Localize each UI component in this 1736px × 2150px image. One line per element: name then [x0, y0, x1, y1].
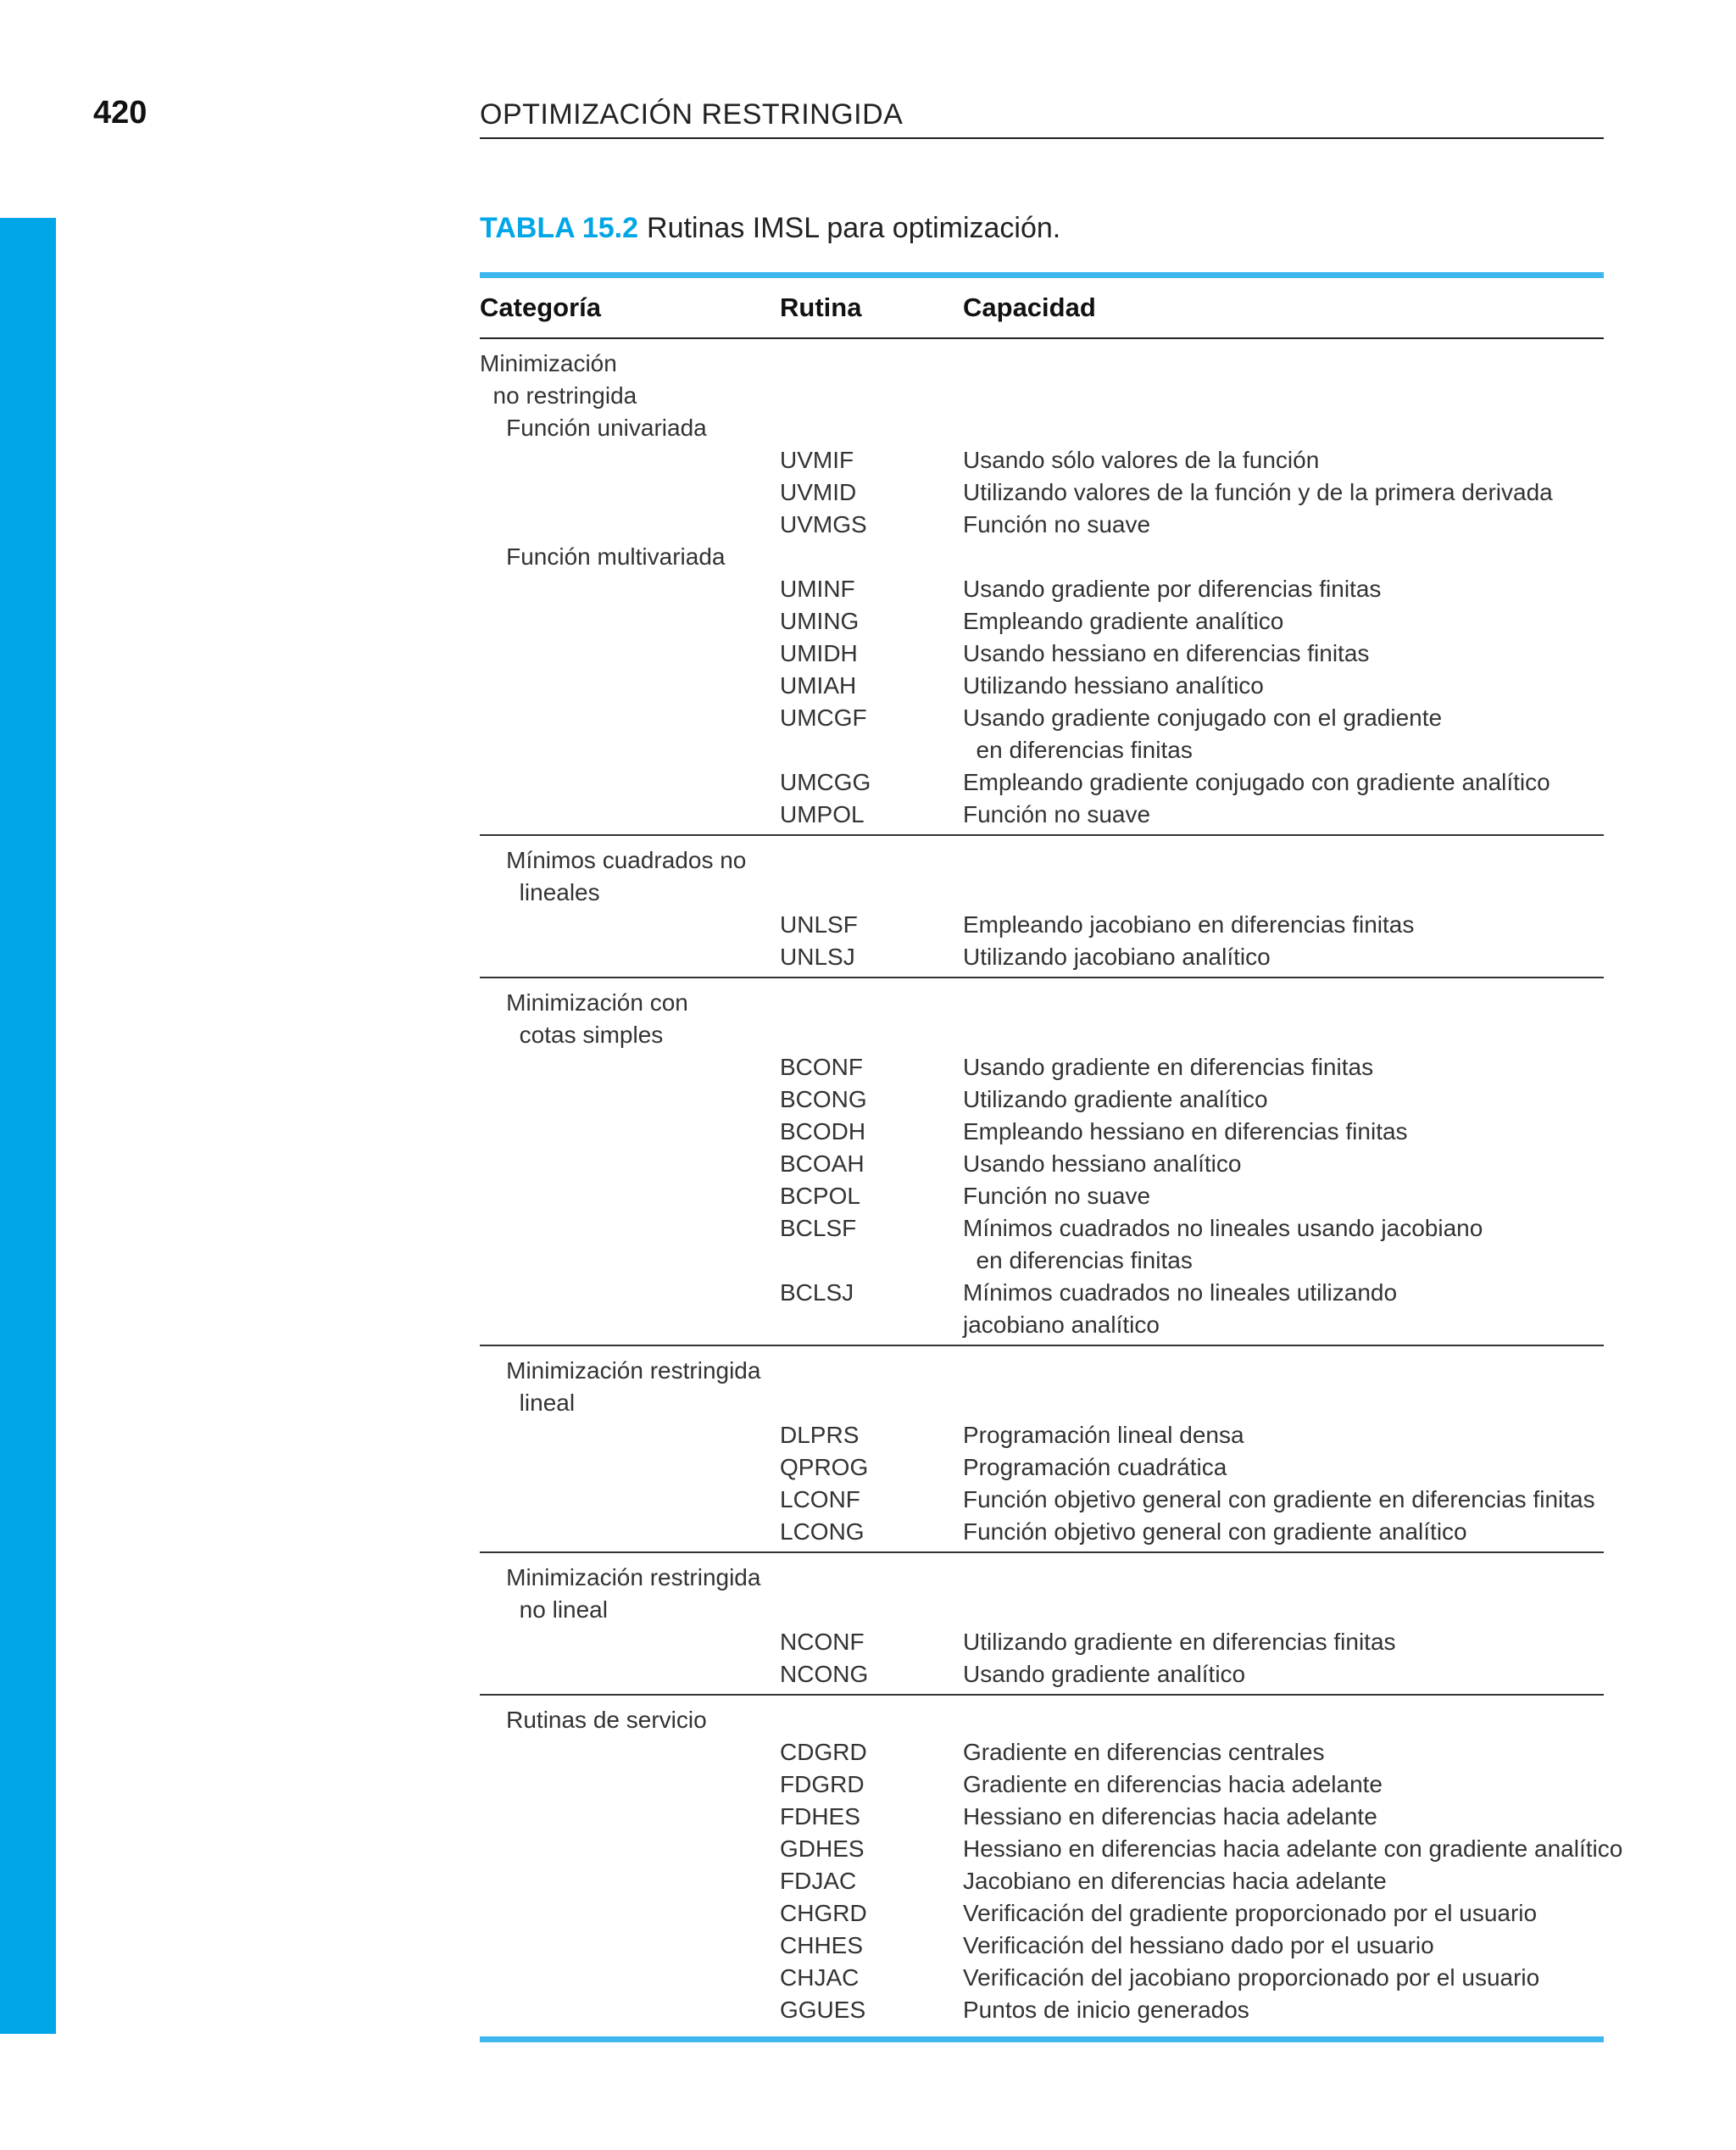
routine-cell: GDHES — [780, 1835, 865, 1862]
table-row — [480, 1148, 1604, 1180]
table-row — [480, 909, 1604, 941]
table-row — [480, 1704, 1604, 1736]
table-row — [480, 1180, 1604, 1212]
table-header-row — [480, 278, 1604, 339]
routine-cell — [780, 1704, 963, 1736]
routine-cell: UVMGS — [780, 511, 867, 538]
routine-cell: UMIAH — [780, 672, 857, 699]
table-row — [480, 1451, 1604, 1484]
table-row — [480, 1897, 1604, 1930]
capability-cell — [963, 1355, 1604, 1387]
category-cell — [480, 476, 780, 509]
routine-cell: UMIDH — [780, 640, 858, 666]
capability-cell — [963, 1594, 1604, 1626]
table-group — [480, 1346, 1604, 1553]
routine-cell: DLPRS — [780, 1422, 860, 1448]
routine-cell: BCLSF — [780, 1215, 857, 1241]
category-cell: Minimización — [480, 350, 617, 376]
capability-cell — [963, 844, 1604, 877]
chapter-title: OPTIMIZACIÓN RESTRINGIDA — [480, 98, 904, 131]
routine-cell — [780, 877, 963, 909]
routine-cell: UMPOL — [780, 801, 865, 827]
table-caption — [480, 212, 1060, 245]
category-cell — [480, 1626, 780, 1658]
category-cell — [480, 509, 780, 541]
table-row — [480, 1516, 1604, 1548]
category-cell — [480, 1865, 780, 1897]
category-cell — [480, 1994, 780, 2026]
capability-cell: Programación cuadrática — [963, 1454, 1227, 1480]
routine-cell: BCODH — [780, 1118, 866, 1145]
table-row — [480, 844, 1604, 877]
capability-cell: Empleando jacobiano en diferencias finitas — [963, 911, 1415, 938]
capability-cell: Gradiente en diferencias centrales — [963, 1739, 1325, 1765]
table-row — [480, 1051, 1604, 1083]
category-cell: lineales — [480, 879, 600, 905]
capability-cell: Utilizando valores de la función y de la primera derivada — [963, 479, 1553, 505]
routine-cell — [780, 1387, 963, 1419]
routine-cell: UMCGF — [780, 705, 867, 731]
capability-cell: en diferencias finitas — [963, 1247, 1193, 1273]
capability-cell — [963, 541, 1604, 573]
capability-cell — [963, 1704, 1604, 1736]
capability-cell: Usando gradiente analítico — [963, 1661, 1246, 1687]
capability-cell — [963, 348, 1604, 380]
category-cell — [480, 909, 780, 941]
routine-cell — [780, 348, 963, 380]
capability-cell: Puntos de inicio generados — [963, 1997, 1249, 2023]
routine-cell: CDGRD — [780, 1739, 867, 1765]
capability-cell: Hessiano en diferencias hacia adelante — [963, 1803, 1377, 1830]
routine-cell: LCONF — [780, 1486, 860, 1512]
capability-cell: en diferencias finitas — [963, 737, 1193, 763]
category-cell: no lineal — [480, 1596, 608, 1623]
category-cell: Minimización con — [480, 989, 688, 1016]
side-color-bar — [0, 218, 56, 2034]
capability-cell: Empleando gradiente analítico — [963, 608, 1284, 634]
category-cell — [480, 1930, 780, 1962]
category-cell — [480, 1736, 780, 1768]
capability-cell — [963, 380, 1604, 412]
routine-cell: UMING — [780, 608, 860, 634]
column-header-routine: Rutina — [780, 292, 862, 322]
category-cell — [480, 605, 780, 638]
capability-cell: Verificación del hessiano dado por el usuario — [963, 1932, 1434, 1958]
table-row — [480, 877, 1604, 909]
table-row — [480, 1083, 1604, 1116]
capability-cell: Hessiano en diferencias hacia adelante con gradiente analítico — [963, 1835, 1623, 1862]
routine-cell — [780, 1245, 963, 1277]
table-row — [480, 1994, 1604, 2026]
capability-cell: Utilizando hessiano analítico — [963, 672, 1264, 699]
category-cell: Mínimos cuadrados no — [480, 847, 747, 873]
capability-cell — [963, 1562, 1604, 1594]
table-row — [480, 1658, 1604, 1690]
table-row — [480, 444, 1604, 476]
routine-cell: NCONF — [780, 1629, 865, 1655]
routine-cell: CHGRD — [780, 1900, 867, 1926]
routine-cell: CHHES — [780, 1932, 864, 1958]
routine-cell: QPROG — [780, 1454, 869, 1480]
category-cell: Minimización restringida — [480, 1564, 761, 1590]
routine-cell: UVMID — [780, 479, 857, 505]
routine-cell — [780, 1309, 963, 1341]
table-row — [480, 987, 1604, 1019]
routine-cell: UNLSF — [780, 911, 858, 938]
table-row — [480, 638, 1604, 670]
table-row — [480, 1019, 1604, 1051]
capability-cell: Mínimos cuadrados no lineales usando jacobiano — [963, 1215, 1483, 1241]
category-cell: no restringida — [480, 382, 637, 409]
routine-cell: BCLSJ — [780, 1279, 854, 1306]
capability-cell: Usando gradiente en diferencias finitas — [963, 1054, 1374, 1080]
table-row — [480, 1833, 1623, 1865]
category-cell — [480, 573, 780, 605]
routine-cell — [780, 1562, 963, 1594]
capability-cell — [963, 412, 1604, 444]
category-cell: Rutinas de servicio — [480, 1707, 707, 1733]
capability-cell: Función no suave — [963, 1183, 1151, 1209]
routine-cell: BCONF — [780, 1054, 863, 1080]
table-row — [480, 1387, 1604, 1419]
capability-cell: Función no suave — [963, 511, 1151, 538]
table-row — [480, 1736, 1604, 1768]
capability-cell: Utilizando gradiente en diferencias finitas — [963, 1629, 1396, 1655]
routine-cell — [780, 734, 963, 766]
routine-cell: UMINF — [780, 576, 855, 602]
capability-cell: jacobiano analítico — [963, 1312, 1160, 1338]
table-row — [480, 348, 1604, 380]
routine-cell: LCONG — [780, 1518, 865, 1545]
routines-table — [480, 272, 1623, 2042]
routine-cell — [780, 1594, 963, 1626]
category-cell — [480, 1451, 780, 1484]
category-cell — [480, 799, 780, 831]
routine-cell: FDJAC — [780, 1868, 857, 1894]
category-cell — [480, 1962, 780, 1994]
capability-cell: Programación lineal densa — [963, 1422, 1244, 1448]
routine-cell: BCOAH — [780, 1150, 865, 1177]
routine-cell — [780, 1019, 963, 1051]
table-group — [480, 836, 1604, 978]
category-cell — [480, 1658, 780, 1690]
header-rule — [480, 137, 1604, 139]
capability-cell — [963, 1019, 1604, 1051]
routine-cell — [780, 844, 963, 877]
table-row — [480, 1309, 1604, 1341]
capability-cell: Función objetivo general con gradiente analítico — [963, 1518, 1467, 1545]
category-cell — [480, 1484, 780, 1516]
category-cell — [480, 1148, 780, 1180]
routine-cell — [780, 541, 963, 573]
capability-cell: Gradiente en diferencias hacia adelante — [963, 1771, 1383, 1797]
table-row — [480, 670, 1604, 702]
category-cell — [480, 1212, 780, 1245]
routine-cell: CHJAC — [780, 1964, 860, 1991]
routine-cell: UNLSJ — [780, 944, 855, 970]
table-group — [480, 978, 1604, 1346]
capability-cell: Utilizando gradiente analítico — [963, 1086, 1268, 1112]
capability-cell: Mínimos cuadrados no lineales utilizando — [963, 1279, 1398, 1306]
table-group — [480, 1696, 1623, 2036]
category-cell: Función univariada — [480, 415, 707, 441]
table-row — [480, 766, 1604, 799]
column-header-capability: Capacidad — [963, 292, 1096, 322]
routine-cell — [780, 412, 963, 444]
category-cell: lineal — [480, 1390, 576, 1416]
routine-cell: BCPOL — [780, 1183, 860, 1209]
category-cell — [480, 1897, 780, 1930]
capability-cell — [963, 1387, 1604, 1419]
table-row — [480, 1962, 1604, 1994]
capability-cell: Verificación del jacobiano proporcionado por el usuario — [963, 1964, 1540, 1991]
capability-cell: Usando sólo valores de la función — [963, 447, 1320, 473]
capability-cell: Función no suave — [963, 801, 1151, 827]
category-cell — [480, 638, 780, 670]
capability-cell: Función objetivo general con gradiente en diferencias finitas — [963, 1486, 1595, 1512]
routine-cell: FDHES — [780, 1803, 860, 1830]
table-row — [480, 1594, 1604, 1626]
table-row — [480, 509, 1604, 541]
table-caption-text: Rutinas IMSL para optimización. — [647, 212, 1061, 244]
category-cell — [480, 1833, 780, 1865]
table-row — [480, 1930, 1604, 1962]
category-cell — [480, 1801, 780, 1833]
category-cell: Minimización restringida — [480, 1357, 761, 1384]
capability-cell: Usando hessiano en diferencias finitas — [963, 640, 1370, 666]
capability-cell: Usando gradiente por diferencias finitas — [963, 576, 1382, 602]
category-cell — [480, 1309, 780, 1341]
category-cell — [480, 766, 780, 799]
table-row — [480, 1116, 1604, 1148]
capability-cell: Utilizando jacobiano analítico — [963, 944, 1271, 970]
category-cell — [480, 444, 780, 476]
capability-cell: Usando hessiano analítico — [963, 1150, 1242, 1177]
table-group — [480, 339, 1604, 836]
routine-cell — [780, 1355, 963, 1387]
table-caption-label: TABLA 15.2 — [480, 212, 639, 244]
capability-cell: Empleando hessiano en diferencias finitas — [963, 1118, 1408, 1145]
routine-cell: BCONG — [780, 1086, 867, 1112]
table-row — [480, 1865, 1604, 1897]
table-row — [480, 1562, 1604, 1594]
category-cell — [480, 670, 780, 702]
table-row — [480, 1245, 1604, 1277]
table-row — [480, 1212, 1604, 1245]
routine-cell — [780, 380, 963, 412]
table-row — [480, 1419, 1604, 1451]
table-row — [480, 702, 1604, 734]
category-cell — [480, 1516, 780, 1548]
table-row — [480, 573, 1604, 605]
capability-cell: Empleando gradiente conjugado con gradiente analítico — [963, 769, 1550, 795]
column-header-category: Categoría — [480, 292, 601, 322]
capability-cell — [963, 987, 1604, 1019]
routine-cell: GGUES — [780, 1997, 866, 2023]
table-group — [480, 1553, 1604, 1696]
category-cell — [480, 734, 780, 766]
table-row — [480, 734, 1604, 766]
table-row — [480, 1355, 1604, 1387]
routine-cell: FDGRD — [780, 1771, 865, 1797]
table-row — [480, 476, 1604, 509]
table-row — [480, 941, 1604, 973]
category-cell — [480, 1116, 780, 1148]
table-row — [480, 1768, 1604, 1801]
table-body — [480, 339, 1623, 2036]
table-row — [480, 1484, 1604, 1516]
capability-cell: Jacobiano en diferencias hacia adelante — [963, 1868, 1387, 1894]
category-cell — [480, 1180, 780, 1212]
capability-cell — [963, 877, 1604, 909]
category-cell — [480, 702, 780, 734]
table-row — [480, 1801, 1604, 1833]
category-cell — [480, 1083, 780, 1116]
table-row — [480, 380, 1604, 412]
table-row — [480, 412, 1604, 444]
table-row — [480, 1277, 1604, 1309]
table-row — [480, 605, 1604, 638]
page-number: 420 — [93, 95, 147, 131]
table-bottom-rule — [480, 2036, 1604, 2042]
capability-cell: Verificación del gradiente proporcionado por el usuario — [963, 1900, 1538, 1926]
category-cell — [480, 941, 780, 973]
routine-cell: UVMIF — [780, 447, 854, 473]
routine-cell: UMCGG — [780, 769, 871, 795]
category-cell — [480, 1768, 780, 1801]
capability-cell: Usando gradiente conjugado con el gradiente — [963, 705, 1443, 731]
category-cell — [480, 1277, 780, 1309]
category-cell: Función multivariada — [480, 543, 726, 570]
routine-cell: NCONG — [780, 1661, 869, 1687]
category-cell: cotas simples — [480, 1022, 664, 1048]
table-row — [480, 541, 1604, 573]
table-top-rule — [480, 272, 1604, 278]
category-cell — [480, 1419, 780, 1451]
routine-cell — [780, 987, 963, 1019]
table-row — [480, 1626, 1604, 1658]
category-cell — [480, 1245, 780, 1277]
category-cell — [480, 1051, 780, 1083]
table-row — [480, 799, 1604, 831]
